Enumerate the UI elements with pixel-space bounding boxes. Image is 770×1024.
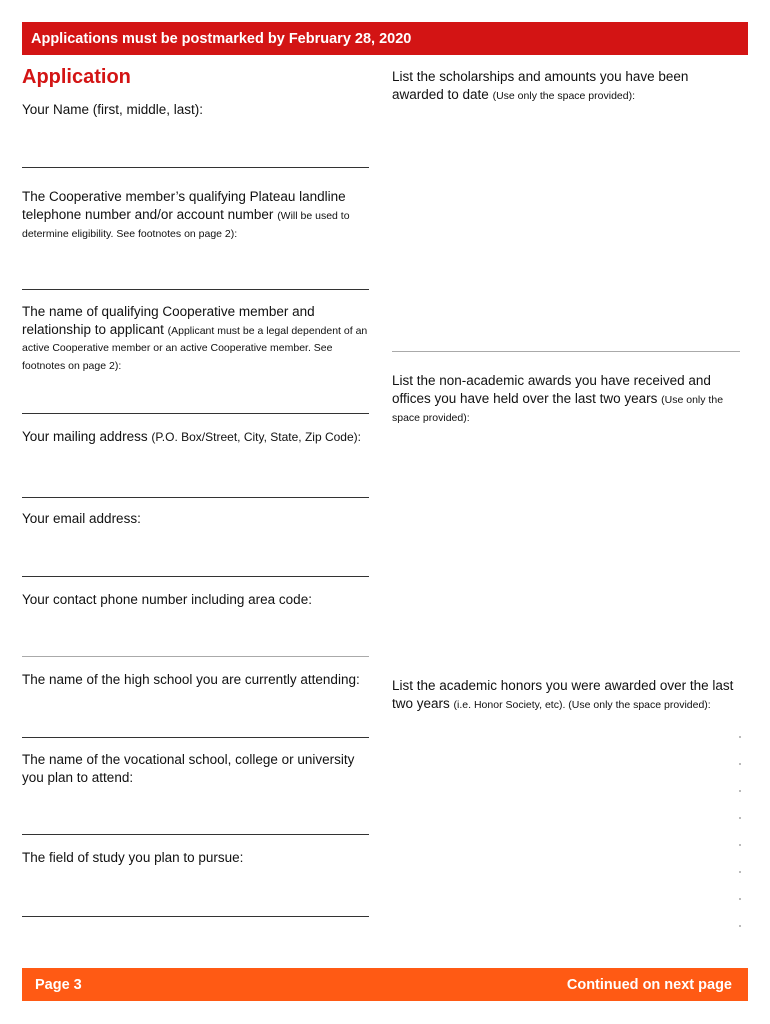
email-field[interactable] [22,576,369,577]
member-phone-label [22,188,372,242]
email-label: Your email address: [22,511,141,526]
scholarships-field[interactable] [392,351,740,352]
name-field[interactable] [22,167,369,168]
member-name-note: (Applicant must be a legal dependent of an active Cooperative member or an active Cooperative member. See footnotes on page 2): [22,324,368,372]
college-label: The name of the vocational school, college or university you plan to attend: [22,752,355,785]
nonacademic-note: (Use only the space provided): [392,393,724,424]
page-number: Page 3 [35,976,82,993]
academic-label [392,677,748,713]
margin-dot [739,736,741,738]
address-label [22,428,382,447]
member-name-label [22,303,377,373]
margin-dot [739,925,741,927]
scholarships-note: (Use only the space provided): [492,89,635,102]
deadline-banner [22,22,748,55]
contact-phone-label: Your contact phone number including area code: [22,592,312,607]
high-school-label: The name of the high school you are currently attending: [22,672,360,687]
address-field[interactable] [22,497,369,498]
academic-note: (i.e. Honor Society, etc). (Use only the space provided): [453,698,711,711]
college-field[interactable] [22,834,369,835]
margin-dot [739,817,741,819]
field-of-study-field[interactable] [22,916,369,917]
address-note: (P.O. Box/Street, City, State, Zip Code): [151,430,361,444]
margin-dot [739,790,741,792]
name-label: Your Name (first, middle, last): [22,102,204,117]
page-title: Application [22,66,131,88]
member-phone-note: (Will be used to determine eligibility. See footnotes on page 2): [22,209,350,240]
scholarships-main: List the scholarships and amounts you have been awarded to date [392,69,689,102]
member-phone-main: The Cooperative member’s qualifying Plateau landline telephone number and/or account number [22,189,346,222]
nonacademic-main: List the non-academic awards you have received and offices you have held over the last two years [392,373,711,406]
address-main: Your mailing address [22,429,148,444]
member-name-main: The name of qualifying Cooperative member and relationship to applicant [22,304,315,337]
continued-note: Continued on next page [566,976,732,993]
page-footer [22,968,748,1001]
margin-dot [739,844,741,846]
nonacademic-label [392,372,747,426]
margin-dot [739,898,741,900]
contact-phone-field[interactable] [22,656,369,657]
scholarships-label [392,68,742,105]
deadline-text: Applications must be postmarked by February 28, 2020 [31,30,412,47]
member-name-field[interactable] [22,413,369,414]
academic-main: List the academic honors you were awarded over the last two years [392,678,734,711]
field-of-study-label: The field of study you plan to pursue: [22,850,244,865]
member-phone-field[interactable] [22,289,369,290]
margin-dot [739,763,741,765]
high-school-field[interactable] [22,737,369,738]
margin-dot [739,871,741,873]
